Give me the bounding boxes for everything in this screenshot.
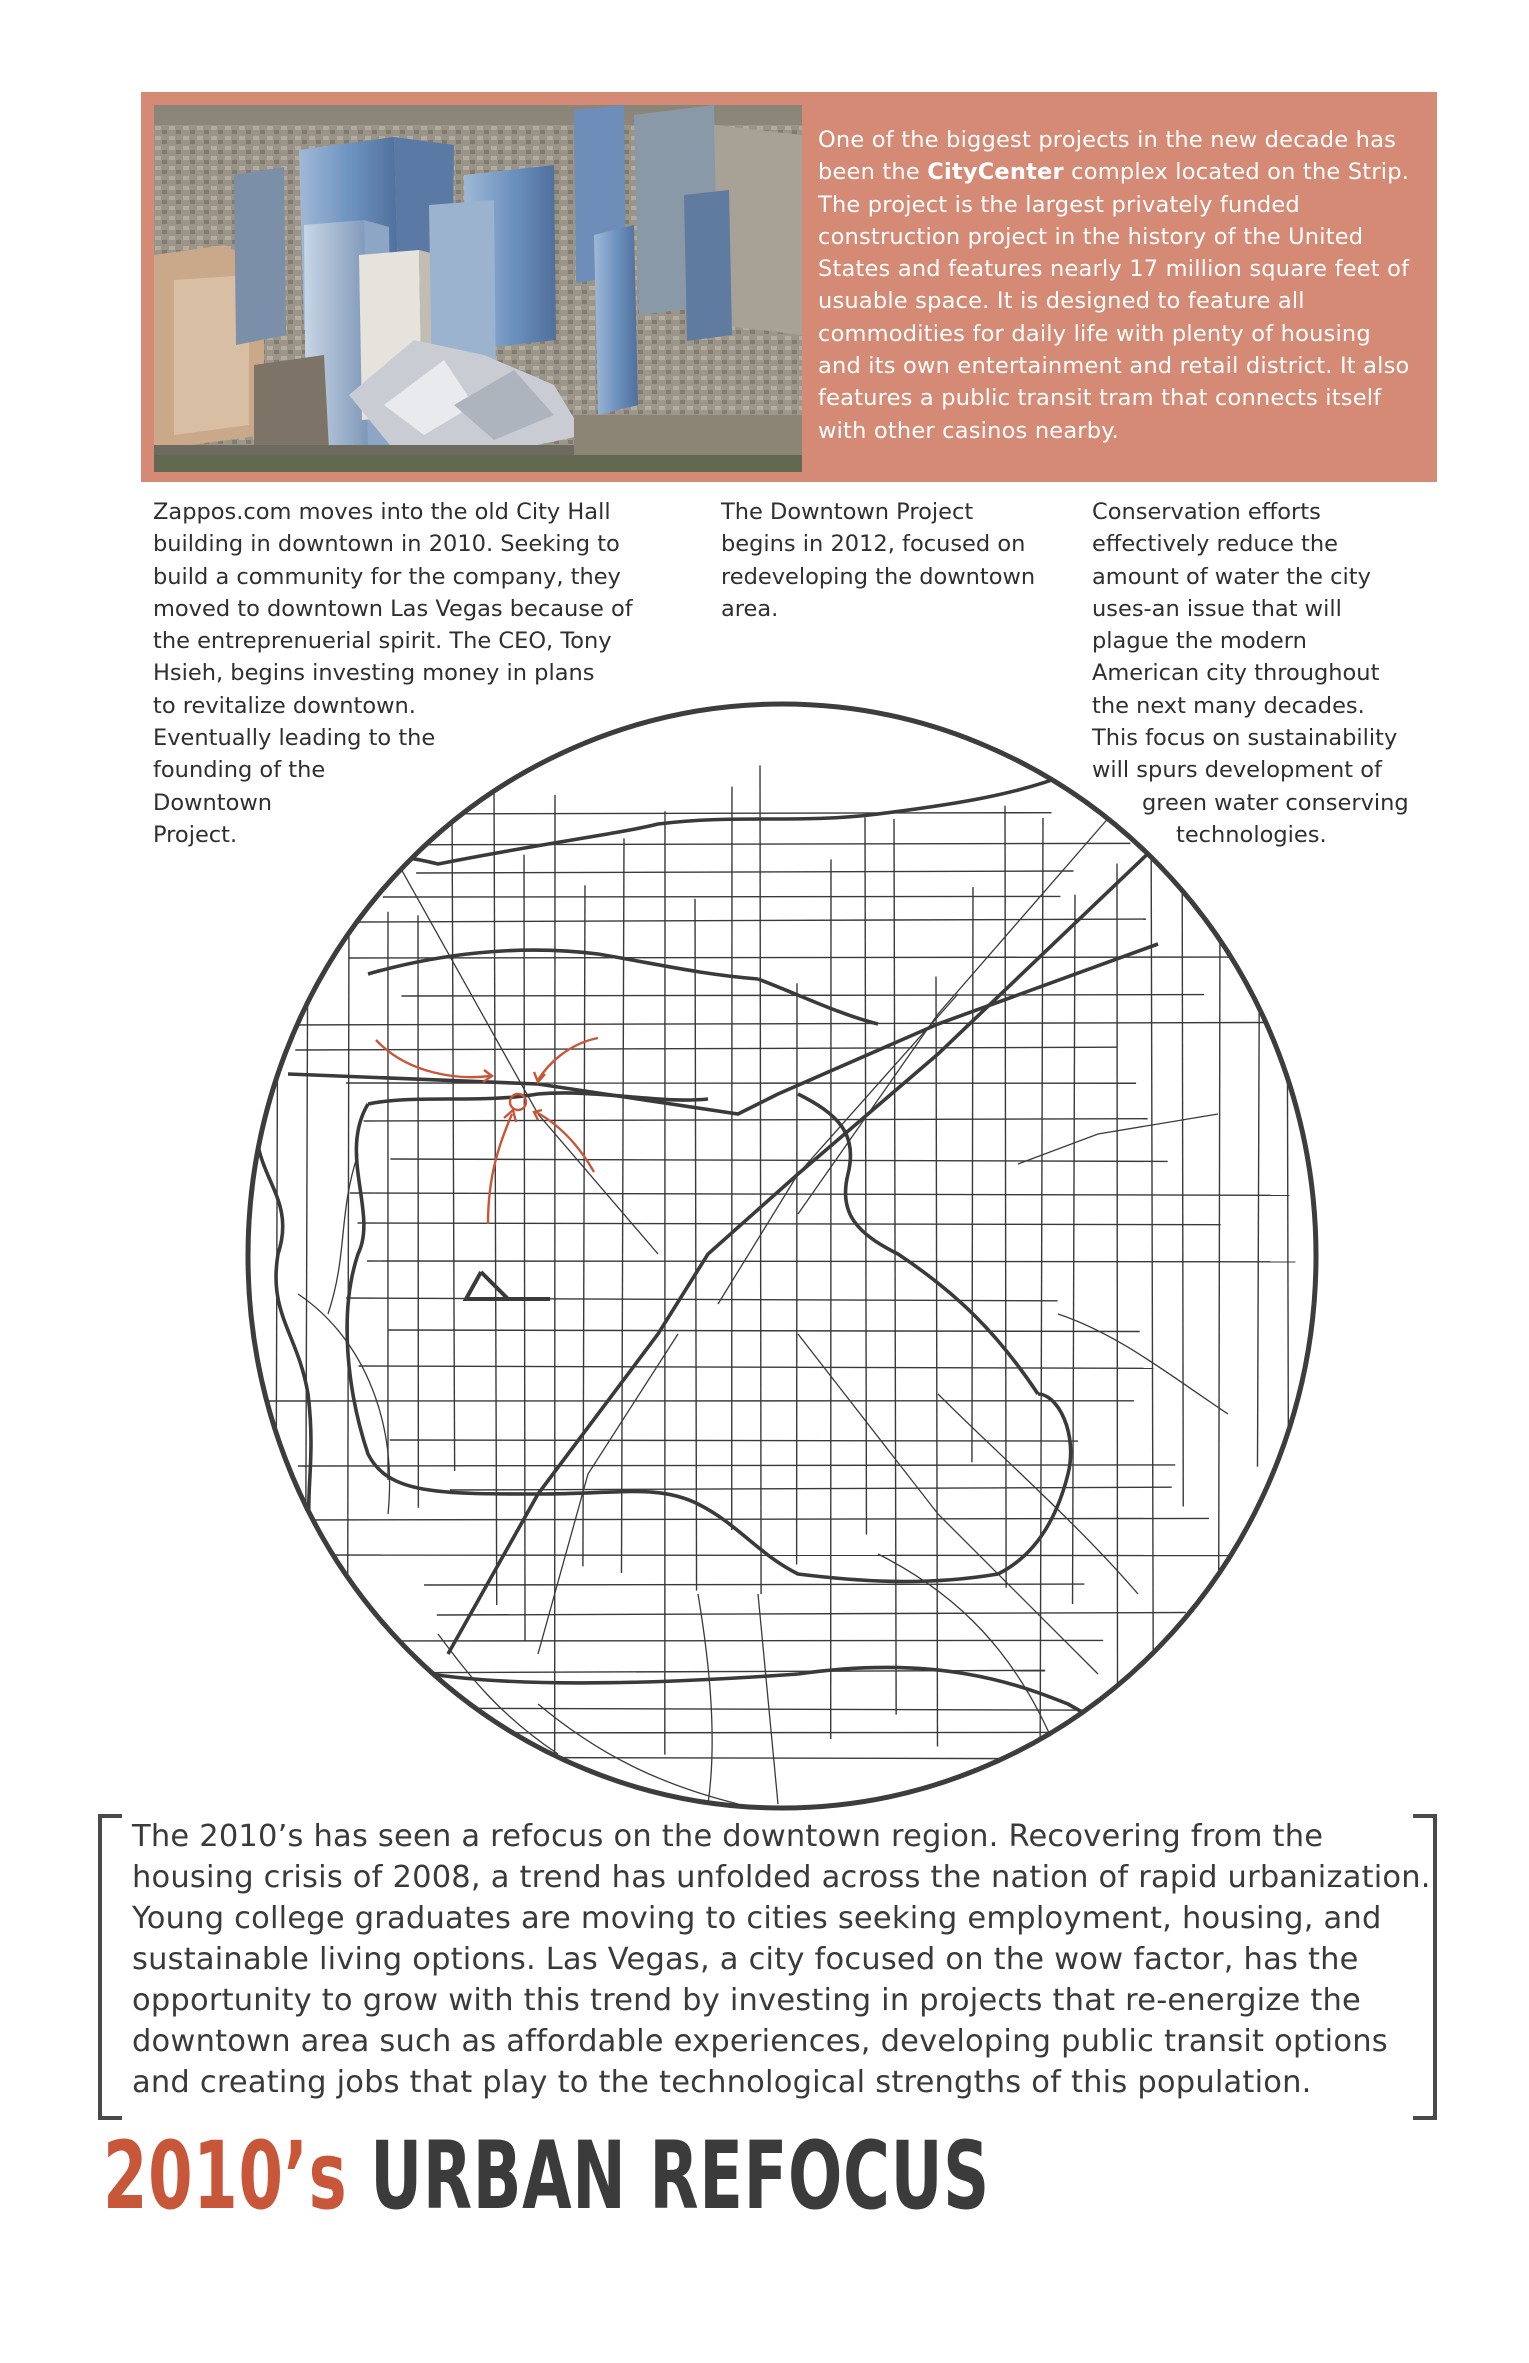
citycenter-description <box>818 124 1418 447</box>
map-circle-border <box>248 704 1316 1808</box>
conservation-line: uses-an issue that will <box>1092 595 1342 622</box>
downtown-line: The Downtown Project <box>721 499 974 525</box>
citycenter-text-after: complex located on the Strip. The project is the largest privately funded construction project in the history of the United States and features nearly 17 million square feet of usuable space. It is designed to feature all commodities for daily life with plenty of housing and its own entertainment and retail district. It also features a public transit tram that connects itself with other casinos nearby. <box>818 159 1410 444</box>
zappos-line: to revitalize downtown. <box>153 692 416 719</box>
citycenter-photo <box>154 105 802 472</box>
left-bracket <box>98 1814 122 2120</box>
summary-line: and creating jobs that play to the technological strengths of this population. <box>132 2065 1312 2100</box>
summary-line: opportunity to grow with this trend by investing in projects that re-energize the <box>132 1983 1362 2018</box>
las-vegas-street-map <box>238 694 1326 1819</box>
summary-line: Young college graduates are moving to cities seeking employment, housing, and <box>132 1901 1382 1936</box>
summary-line: downtown area such as affordable experiences, developing public transit options <box>132 2024 1388 2059</box>
downtown-line: redeveloping the downtown <box>721 563 1036 590</box>
zappos-line: founding of the <box>153 757 326 784</box>
conservation-line: American city throughout <box>1092 660 1380 687</box>
zappos-line: Project. <box>153 821 238 848</box>
summary-line: sustainable living options. Las Vegas, a city focused on the wow factor, has the <box>132 1942 1359 1977</box>
conservation-line: Conservation efforts <box>1092 499 1321 525</box>
conservation-line: This focus on sustainability <box>1092 725 1398 752</box>
citycenter-highlight: CityCenter <box>927 159 1064 186</box>
conservation-line: plague the modern <box>1092 628 1307 655</box>
conservation-line: amount of water the city <box>1092 563 1371 590</box>
conservation-line: effectively reduce the <box>1092 531 1338 558</box>
downtown-project-column <box>721 496 1035 625</box>
title-main: URBAN REFOCUS <box>347 2122 990 2231</box>
street-grid <box>257 760 1296 1804</box>
conservation-line: the next many decades. <box>1092 692 1365 719</box>
conservation-line: will spurs development of <box>1092 757 1382 784</box>
zappos-line: Zappos.com moves into the old City Hall <box>153 499 611 525</box>
citycenter-text-before: One of the biggest projects in the new decade has been the <box>818 127 1397 186</box>
summary-line: The 2010’s has seen a refocus on the downtown region. Recovering from the <box>132 1819 1324 1854</box>
summary-paragraph <box>132 1816 1431 2103</box>
zappos-line: Eventually leading to the <box>153 725 436 752</box>
triangle-marker-icon <box>466 1272 550 1299</box>
zappos-line: Hsieh, begins investing money in plans <box>153 660 595 687</box>
redevelopment-arrows <box>376 1038 598 1224</box>
zappos-line: moved to downtown Las Vegas because of <box>153 595 633 622</box>
conservation-line: green water conserving <box>1142 789 1409 816</box>
conservation-line: technologies. <box>1176 821 1327 848</box>
title-accent: 2010’s <box>103 2122 348 2231</box>
zappos-line: Downtown <box>153 789 273 816</box>
downtown-line: begins in 2012, focused on <box>721 531 1026 558</box>
zappos-line: the entreprenuerial spirit. The CEO, Tony <box>153 628 612 655</box>
downtown-line: area. <box>721 595 779 622</box>
summary-line: housing crisis of 2008, a trend has unfolded across the nation of rapid urbanization. <box>132 1860 1431 1895</box>
zappos-line: build a community for the company, they <box>153 563 621 590</box>
zappos-line: building in downtown in 2010. Seeking to <box>153 531 620 558</box>
page-title <box>103 2122 990 2232</box>
